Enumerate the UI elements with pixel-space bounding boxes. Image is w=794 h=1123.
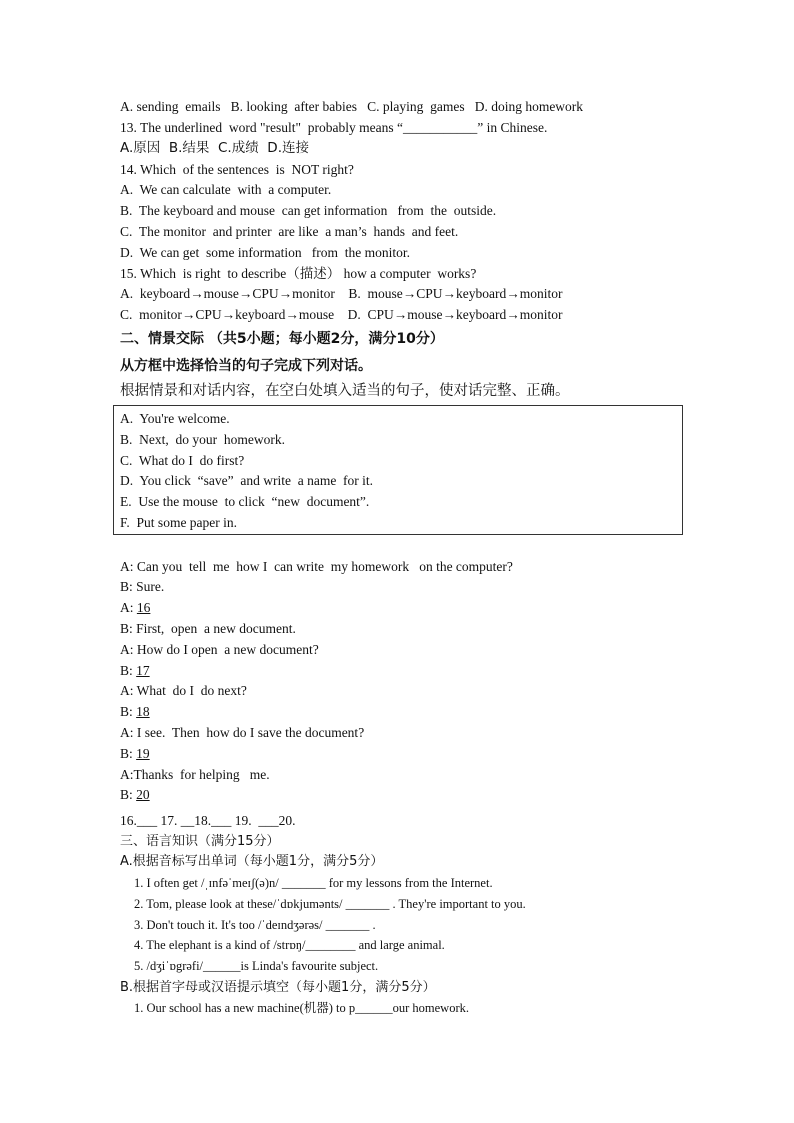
speaker: A:: [120, 559, 134, 574]
answer-blank-17[interactable]: 17: [136, 663, 150, 678]
box-option-f: F. Put some paper in.: [120, 515, 238, 530]
part-a-item: 5. /dʒiˈɒgrəfi/______is Linda's favourite subject.: [134, 959, 379, 973]
dialogue-text: Sure.: [132, 579, 165, 594]
q15-options-ab: A. keyboard→mouse→CPU→monitor B. mouse→CPU→keyboard→monitor: [120, 286, 563, 301]
dialogue-line: [120, 766, 270, 783]
section2-instruction-1: 从方框中选择恰当的句子完成下列对话。: [120, 358, 372, 374]
q15-options-cd: C. monitor→CPU→keyboard→mouse D. CPU→mouse→keyboard→monitor: [120, 307, 563, 322]
q13-options: A.原因 B.结果 C.成绩 D.连接: [120, 140, 309, 156]
q15-stem: 15. Which is right to describe（描述） how a computer works?: [120, 266, 477, 281]
box-option-b: B. Next, do your homework.: [120, 432, 285, 447]
dialogue-text: First, open a new document.: [132, 621, 296, 636]
q13-stem: 13. The underlined word "result" probably means “___________” in Chinese.: [120, 120, 548, 135]
box-option-a: A. You're welcome.: [120, 411, 230, 426]
section2-instruction-2: 根据情景和对话内容，在空白处填入适当的句子，使对话完整、正确。: [120, 383, 570, 399]
part-a-item: 1. I often get /ˌɪnfəˈmeɪʃ(ə)n/ _______ for my lessons from the Internet.: [134, 876, 493, 890]
section3-part-b-title: B.根据首字母或汉语提示填空（每小题1分，满分5分）: [120, 980, 436, 995]
speaker: A:: [120, 767, 134, 782]
dialogue-line: [120, 786, 150, 803]
q14-stem: 14. Which of the sentences is NOT right?: [120, 162, 354, 177]
dialogue-text: Can you tell me how I can write my homework on the computer?: [133, 559, 513, 574]
dialogue-line: [120, 558, 513, 575]
speaker: A:: [120, 642, 134, 657]
answer-blank-16[interactable]: 16: [136, 600, 151, 615]
answer-blank-18[interactable]: 18: [136, 704, 150, 719]
part-a-item: 2. Tom, please look at these/ˈdɒkjumənts/ _______ . They're important to you.: [134, 897, 526, 911]
q14-option-a: A. We can calculate with a computer.: [120, 182, 332, 197]
box-option-d: D. You click “save” and write a name for it.: [120, 473, 374, 488]
speaker: B:: [120, 663, 133, 678]
speaker: A:: [120, 600, 134, 615]
speaker: B:: [120, 787, 133, 802]
speaker: A:: [120, 683, 134, 698]
dialogue-line: [120, 578, 164, 595]
answer-blank-19[interactable]: 19: [136, 746, 150, 761]
dialogue-line: [120, 641, 319, 658]
answer-blank-20[interactable]: 20: [136, 787, 150, 802]
dialogue-line: [120, 745, 150, 762]
dialogue-line: [120, 662, 150, 679]
answer-line[interactable]: 16.___ 17. __18.___ 19. ___20.: [120, 813, 296, 828]
dialogue-line: [120, 620, 296, 637]
part-a-item: 4. The elephant is a kind of /strɒŋ/________ and large animal.: [134, 938, 445, 952]
speaker: A:: [120, 725, 134, 740]
speaker: B:: [120, 704, 133, 719]
section2-heading: 二、情景交际 （共5小题；每小题2分，满分10分）: [120, 331, 444, 347]
box-option-c: C. What do I do first?: [120, 453, 245, 468]
box-option-e: E. Use the mouse to click “new document”.: [120, 494, 370, 509]
q14-option-b: B. The keyboard and mouse can get information from the outside.: [120, 203, 497, 218]
section3-heading: 三、语言知识（满分15分）: [120, 834, 280, 849]
dialogue-text: I see. Then how do I save the document?: [133, 725, 365, 740]
q12-options: A. sending emails B. looking after babies C. playing games D. doing homework: [120, 99, 584, 114]
dialogue-line: [120, 599, 150, 616]
part-b-item: 1. Our school has a new machine(机器) to p______our homework.: [134, 1001, 469, 1015]
dialogue-text: What do I do next?: [133, 683, 247, 698]
dialogue-line: [120, 703, 150, 720]
speaker: B:: [120, 746, 133, 761]
section3-part-a-title: A.根据音标写出单词（每小题1分，满分5分）: [120, 854, 384, 869]
dialogue-line: [120, 682, 247, 699]
speaker: B:: [120, 579, 133, 594]
q14-option-d: D. We can get some information from the monitor.: [120, 245, 410, 260]
dialogue-text: Thanks for helping me.: [133, 767, 270, 782]
q14-option-c: C. The monitor and printer are like a man’s hands and feet.: [120, 224, 459, 239]
dialogue-text: How do I open a new document?: [133, 642, 319, 657]
part-a-item: 3. Don't touch it. It's too /ˈdeɪndʒərəs/ _______ .: [134, 918, 376, 932]
dialogue-line: [120, 724, 364, 741]
speaker: B:: [120, 621, 133, 636]
